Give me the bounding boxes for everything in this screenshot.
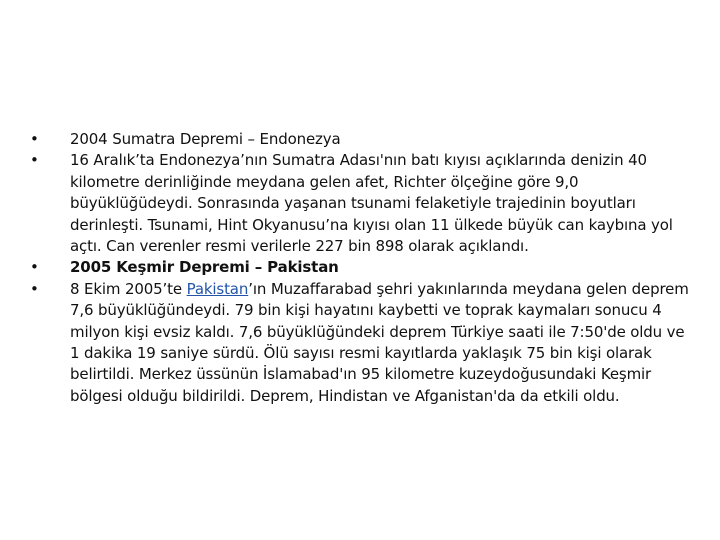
bullet-text-bold: 2005 Keşmir Depremi – Pakistan [70, 258, 339, 277]
bullet-item-sumatra-description [30, 150, 690, 257]
bullet-text-prefix: 8 Ekim 2005’te [70, 279, 187, 298]
bullet-icon: • [30, 151, 39, 170]
bullet-item-kashmir-description [30, 279, 690, 407]
bullet-text: 2004 Sumatra Depremi – Endonezya [70, 130, 341, 148]
bullet-text: 16 Aralık’ta Endonezya’nın Sumatra Adası'nın batı kıyısı açıklarında denizin 40 kilometre derinliğinde meydana gelen afet, Richter ölçeğine göre 9,0 büyüklüğüdeydi. Sonrasında yaşanan tsunami felaketiyle trajedinin boyutları derinleşti. Tsunami, Hint Okyanusu’na kıyısı olan 11 ülkede büyük can kaybına yol açtı. Can verenler resmi verilerle 227 bin 898 olarak açıklandı. [70, 151, 673, 256]
bullet-icon: • [30, 258, 39, 277]
bullet-item-kashmir-heading [30, 257, 690, 278]
bullet-icon: • [30, 279, 39, 298]
pakistan-link[interactable]: Pakistan [186, 279, 249, 298]
bullet-list [30, 129, 690, 407]
bullet-text-suffix: ’ın Muzaffarabad şehri yakınlarında meydana gelen deprem 7,6 büyüklüğündeydi. 79 bin kişi hayatını kaybetti ve toprak kaymaları sonucu 4 milyon kişi evsiz kaldı. 7,6 büyüklüğündeki deprem Türkiye saati ile 7:50'de oldu ve 1 dakika 19 saniye sürdü. Ölü sayısı resmi kayıtlarda yaklaşık 75 bin kişi olarak belirtildi. Merkez üssünün İslamabad'ın 95 kilometre kuzeydoğusundaki Keşmir bölgesi olduğu bildirildi. Deprem, Hindistan ve Afganistan'da da etkili oldu. [70, 279, 689, 405]
bullet-icon: • [30, 130, 39, 148]
bullet-item-sumatra-heading [30, 129, 690, 150]
